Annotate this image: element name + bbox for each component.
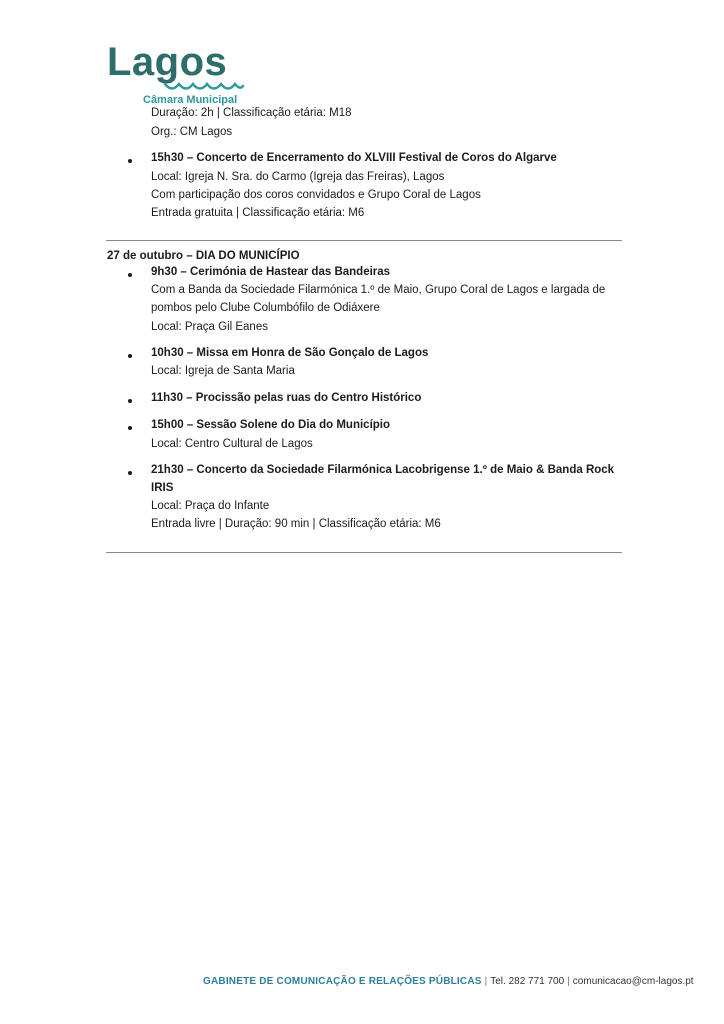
event-detail: Com participação dos coros convidados e Grupo Coral de Lagos [151, 189, 481, 201]
event-location: Local: Igreja de Santa Maria [151, 365, 295, 377]
event-location: Local: Praça do Infante [151, 500, 270, 512]
logo-subtitle: Câmara Municipal [143, 94, 238, 106]
bullet-icon [128, 399, 132, 403]
footer-separator: | [484, 976, 488, 987]
event-detail: pombos pelo Clube Columbófilo de Odiáxere [151, 302, 380, 314]
organizer-line: Org.: CM Lagos [151, 126, 233, 138]
event-detail: Entrada livre | Duração: 90 min | Classificação etária: M6 [151, 518, 441, 530]
bullet-icon [128, 273, 132, 277]
footer-department: GABINETE DE COMUNICAÇÃO E RELAÇÕES PÚBLICAS [203, 976, 482, 987]
event-detail: Com a Banda da Sociedade Filarmónica 1.º de Maio, Grupo Coral de Lagos e largada de [151, 284, 606, 296]
bullet-icon [128, 159, 132, 163]
divider [106, 552, 622, 553]
lagos-logo [107, 40, 247, 110]
event-title-continued: IRIS [151, 482, 174, 494]
bullet-icon [128, 426, 132, 430]
logo-wordmark: Lagos [107, 40, 228, 84]
bullet-icon [128, 354, 132, 358]
page-footer [203, 976, 694, 987]
footer-email: comunicacao@cm-lagos.pt [572, 976, 694, 987]
event-detail: Entrada gratuita | Classificação etária: M6 [151, 207, 365, 219]
event-title: 21h30 – Concerto da Sociedade Filarmónica Lacobrigense 1.º de Maio & Banda Rock [151, 464, 615, 476]
event-location: Local: Centro Cultural de Lagos [151, 438, 313, 450]
event-title: 11h30 – Procissão pelas ruas do Centro Histórico [151, 392, 422, 404]
bullet-icon [128, 471, 132, 475]
event-title: 9h30 – Cerimónia de Hastear das Bandeiras [151, 266, 391, 278]
divider [106, 240, 622, 241]
event-title: 15h00 – Sessão Solene do Dia do Município [151, 419, 391, 431]
event-title: 10h30 – Missa em Honra de São Gonçalo de Lagos [151, 347, 429, 359]
footer-separator: | [567, 976, 570, 987]
footer-phone: Tel. 282 771 700 [490, 976, 565, 987]
day-heading: 27 de outubro – DIA DO MUNICÍPIO [107, 250, 300, 262]
duration-line: Duração: 2h | Classificação etária: M18 [151, 107, 352, 119]
event-location: Local: Praça Gil Eanes [151, 321, 268, 333]
event-location: Local: Igreja N. Sra. do Carmo (Igreja das Freiras), Lagos [151, 171, 445, 183]
event-title: 15h30 – Concerto de Encerramento do XLVIII Festival de Coros do Algarve [151, 152, 557, 164]
waves-icon [163, 80, 245, 94]
